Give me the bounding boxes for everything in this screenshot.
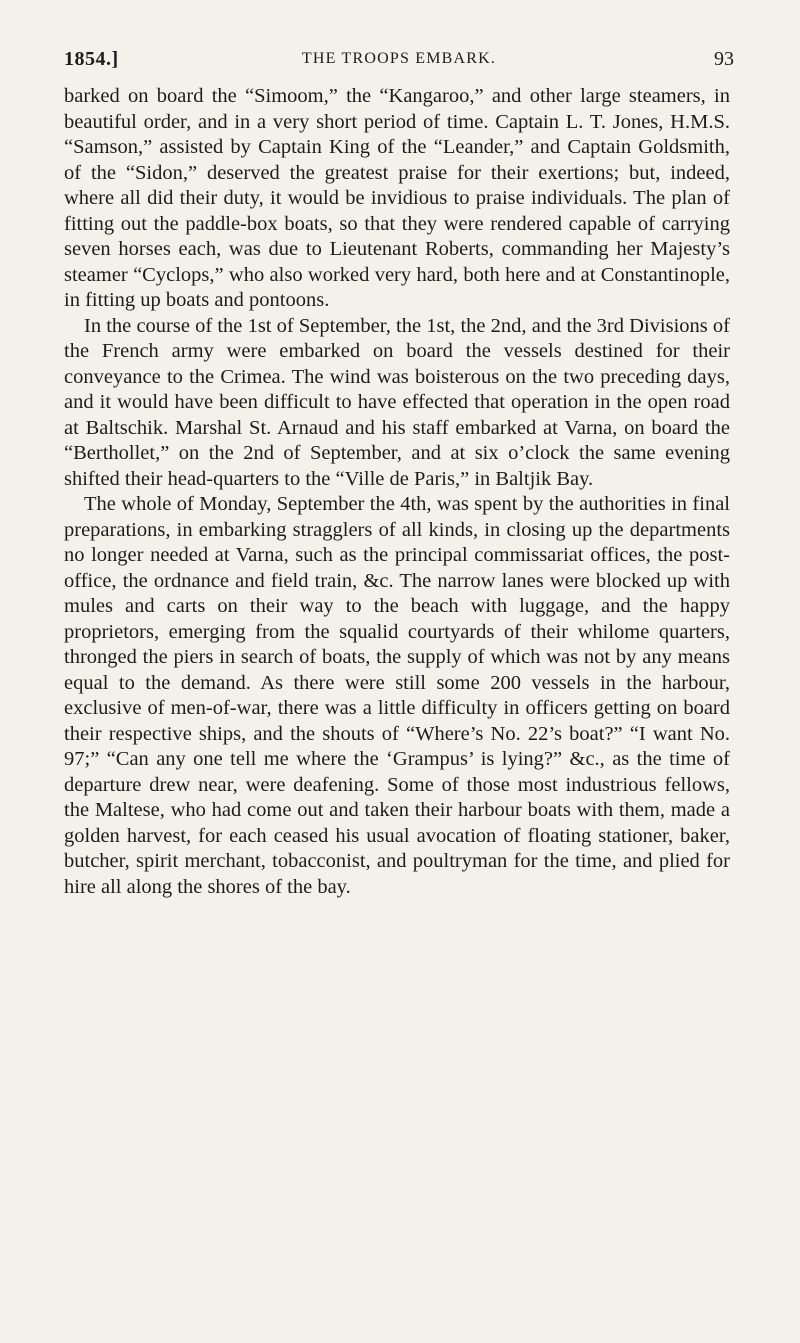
chapter-title: THE TROOPS EMBARK. [301,50,497,67]
body-text [64,84,730,900]
paragraph-3: The whole of Monday, September the 4th, was spent by the authorities in final preparations, in embarking stragglers of all kinds, in closing up the departments no longer needed at Varna, such as the principal commissariat offices, the post-office, the ordnance and field train, &c. The narrow lanes were blocked up with mules and carts on their way to the beach with luggage, and the happy proprietors, emerging from the squalid courtyards of their whilome quarters, thronged the piers in search of boats, the supply of which was not by any means equal to the demand. As there were still some 200 vessels in the harbour, exclusive of men-of-war, there was a little difficulty in officers getting on board their respective ships, and the shouts of “Where’s No. 22’s boat?” “I want No. 97;” “Can any one tell me where the ‘Grampus’ is lying?” &c., as the time of departure drew near, were deafening. Some of those most industrious fellows, the Maltese, who had come out and taken their harbour boats with them, made a golden harvest, for each ceased his usual avocation of floating stationer, baker, butcher, spirit merchant, tobacconist, and poultryman for the time, and plied for hire all along the shores of the bay. [64,493,730,898]
running-head [64,48,734,76]
paragraph-2: In the course of the 1st of September, the 1st, the 2nd, and the 3rd Divisions of the French army were embarked on board the vessels destined for their conveyance to the Crimea. The wind was boisterous on the two preceding days, and it would have been difficult to have effected that operation in the open road at Baltschik. Marshal St. Arnaud and his staff embarked at Varna, on board the “Berthollet,” on the 2nd of September, and at six o’clock the same evening shifted their head-quarters to the “Ville de Paris,” in Baltjik Bay. [64,314,730,490]
header-year: 1854.] [64,48,119,70]
paragraph-1: barked on board the “Simoom,” the “Kangaroo,” and other large steamers, in beautiful order, and in a very short period of time. Captain L. T. Jones, H.M.S. “Samson,” assisted by Captain King of the “Leander,” and Captain Goldsmith, of the “Sidon,” deserved the greatest praise for their exertions; but, indeed, where all did their duty, it would be invidious to praise individuals. The plan of fitting out the paddle-box boats, so that they were rendered capable of carrying seven horses each, was due to Lieutenant Roberts, commanding her Majesty’s steamer “Cyclops,” who also worked very hard, both here and at Constantinople, in fitting up boats and pontoons. [64,85,730,311]
page-number: 93 [714,48,734,70]
